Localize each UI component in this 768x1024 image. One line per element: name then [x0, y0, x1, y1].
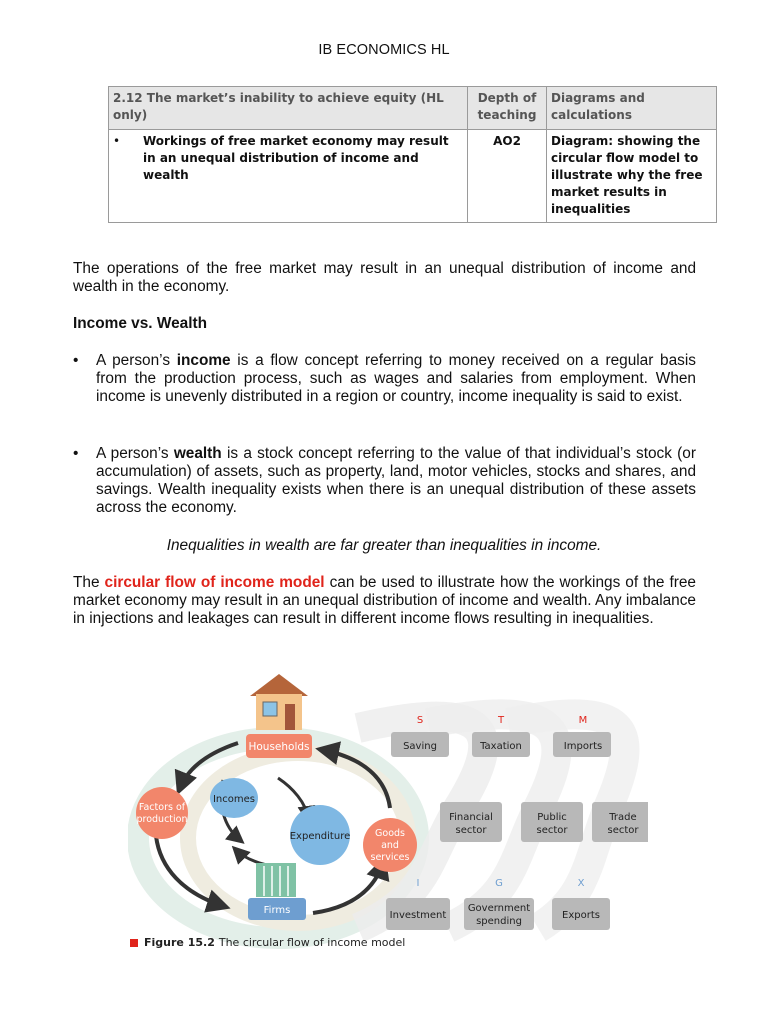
svg-text:G: G [495, 878, 503, 889]
figure-caption [130, 936, 405, 949]
svg-text:Exports: Exports [562, 910, 600, 921]
svg-text:Incomes: Incomes [212, 794, 256, 805]
svg-text:X: X [577, 878, 585, 889]
caption-marker [130, 939, 138, 947]
factors-label-2: production [136, 814, 188, 825]
svg-text:Investment: Investment [389, 910, 447, 921]
syllabus-depth: AO2 [468, 130, 547, 223]
svg-text:Public: Public [537, 812, 567, 823]
syllabus-point: Workings of free market economy may result in an unequal distribution of income and wealth [143, 134, 449, 182]
circular-flow-paragraph: The circular flow of income model can be used to illustrate how the workings of the free market economy may result in an unequal distribution of income and wealth. Any imbalance in injections and leakages can result in different income flows resulting in inequalities. [73, 574, 696, 627]
svg-text:Financial: Financial [449, 812, 493, 823]
svg-text:Saving: Saving [403, 741, 437, 752]
svg-text:Firms: Firms [263, 905, 291, 916]
svg-text:and: and [381, 840, 399, 851]
caption-text: The circular flow of income model [218, 936, 406, 949]
caption-label: Figure 15.2 [144, 936, 215, 949]
svg-text:Expenditure: Expenditure [289, 831, 351, 842]
term-wealth: wealth [173, 445, 222, 462]
circular-flow-term: circular flow of income model [104, 574, 325, 591]
svg-text:sector: sector [455, 825, 487, 836]
syllabus-header-topic: 2.12 The market’s inability to achieve equity (HL only) [109, 87, 468, 130]
term-income: income [176, 352, 231, 369]
bullet-wealth: • A person’s wealth is a stock concept referring to the value of that individual’s stock (or accumulation) of assets, such as property, land, motor vehicles, stocks and shares, and savings. Wealth inequality exists when there is an unequal distribution of these assets across the economy. [73, 445, 696, 516]
svg-text:spending: spending [476, 916, 522, 927]
section-heading: Income vs. Wealth [73, 315, 207, 332]
svg-text:S: S [416, 715, 424, 726]
svg-text:Taxation: Taxation [480, 741, 522, 752]
syllabus-bullet: • [113, 134, 121, 148]
svg-text:sector: sector [607, 825, 639, 836]
svg-text:Imports: Imports [563, 741, 603, 752]
svg-text:T: T [497, 715, 505, 726]
bullet-income: • A person’s income is a flow concept referring to money received on a regular basis from the production process, such as wages and salaries from employment. When income is unevenly distributed in a region or country, income inequality is said to exist. [73, 352, 696, 405]
syllabus-table [108, 86, 717, 223]
svg-text:I: I [416, 878, 420, 889]
house-icon [250, 674, 308, 730]
syllabus-header-row [109, 87, 717, 130]
syllabus-header-depth: Depth of teaching [468, 87, 547, 130]
intro-paragraph: The operations of the free market may result in an unequal distribution of income and wealth in the economy. [73, 260, 696, 295]
circular-flow-diagram [128, 668, 648, 958]
syllabus-row [109, 130, 717, 223]
svg-text:M: M [578, 715, 588, 726]
syllabus-diagram: Diagram: showing the circular flow model to illustrate why the free market results in inequalities [547, 130, 717, 223]
factors-label-1: Factors of [138, 802, 186, 813]
svg-text:Government: Government [467, 903, 531, 914]
factors-node [136, 787, 188, 839]
syllabus-topic-cell [109, 130, 468, 223]
svg-text:Trade: Trade [609, 812, 637, 823]
households-label: Households [248, 741, 310, 753]
svg-text:Goods: Goods [375, 828, 405, 839]
svg-text:sector: sector [536, 825, 568, 836]
inequality-quote: Inequalities in wealth are far greater than inequalities in income. [166, 537, 602, 554]
page-header: IB ECONOMICS HL [318, 42, 450, 58]
svg-text:services: services [370, 852, 410, 863]
building-icon [256, 863, 296, 897]
syllabus-header-diagrams: Diagrams and calculations [547, 87, 717, 130]
